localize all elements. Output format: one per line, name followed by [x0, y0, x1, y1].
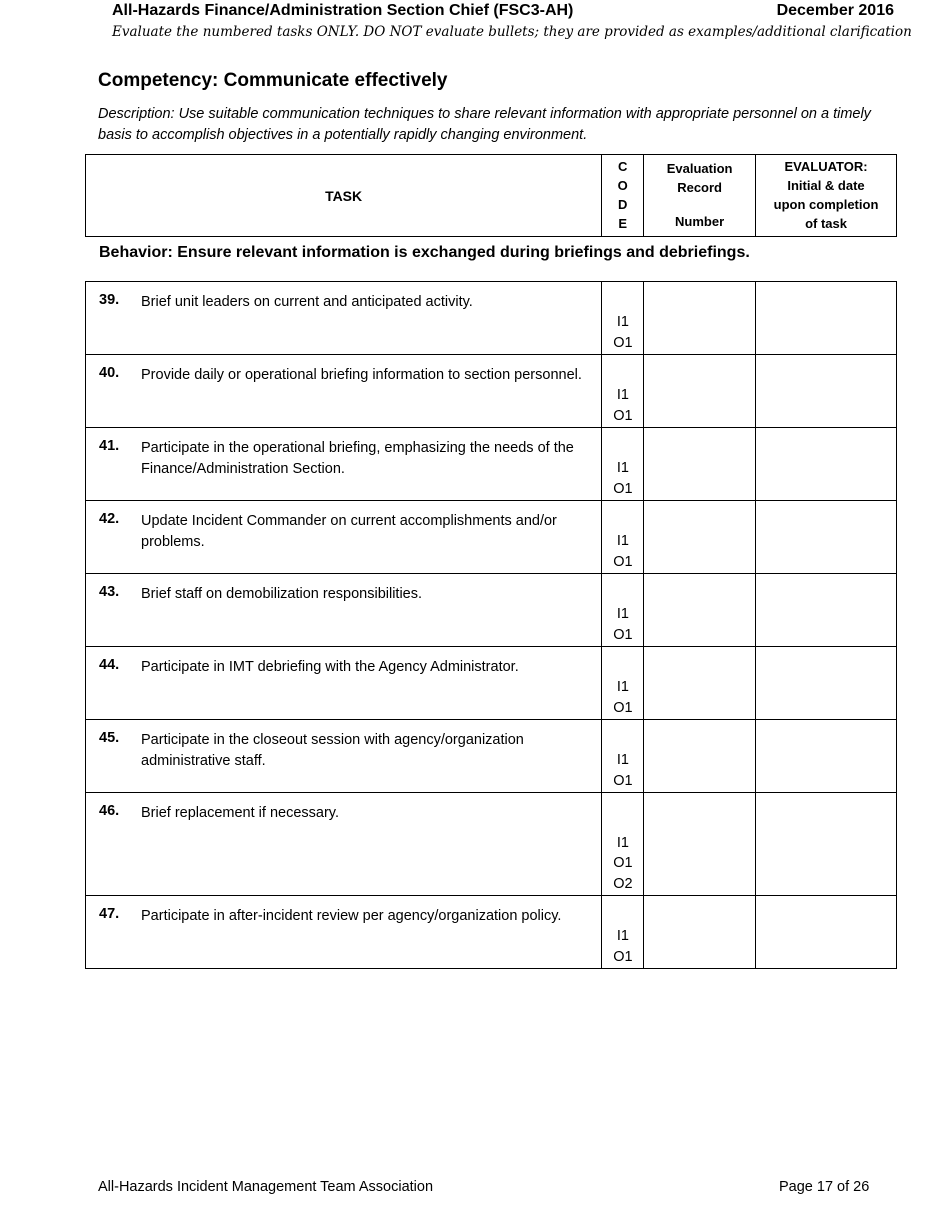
evaluation-record-cell[interactable] [644, 896, 756, 969]
task-code: O1 [613, 480, 633, 497]
task-text: Brief staff on demobilization responsibilities. [141, 586, 423, 602]
task-number: 45. [99, 730, 120, 746]
evaluation-record-cell[interactable] [644, 282, 756, 355]
evaluator-initials-cell[interactable] [756, 720, 897, 793]
page-number: Page 17 of 26 [779, 1179, 870, 1195]
task-row [86, 428, 897, 501]
task-code-cell [602, 574, 644, 647]
evaluation-record-cell[interactable] [644, 647, 756, 720]
task-code-cell [602, 793, 644, 896]
task-row [86, 793, 897, 896]
task-code: O1 [613, 948, 633, 965]
task-text: Participate in IMT debriefing with the Agency Administrator. [141, 659, 519, 675]
evaluation-record-column-header: Evaluation Record Number [644, 155, 756, 237]
task-code: I1 [616, 387, 629, 403]
task-text: Brief unit leaders on current and anticipated activity. [141, 294, 473, 310]
task-number: 46. [99, 803, 120, 819]
evaluator-initials-cell[interactable] [756, 282, 897, 355]
task-row [86, 501, 897, 574]
task-code: I1 [616, 533, 629, 549]
task-description-cell [86, 720, 602, 793]
task-row [86, 647, 897, 720]
task-description-cell [86, 428, 602, 501]
evaluator-initials-cell[interactable] [756, 647, 897, 720]
task-row [86, 574, 897, 647]
evaluator-initials-cell[interactable] [756, 793, 897, 896]
evaluation-record-cell[interactable] [644, 501, 756, 574]
task-code-cell [602, 720, 644, 793]
evaluation-record-cell[interactable] [644, 355, 756, 428]
task-row [86, 896, 897, 969]
task-row [86, 720, 897, 793]
footer-organization: All-Hazards Incident Management Team Association [98, 1179, 434, 1195]
task-code-cell [602, 896, 644, 969]
evaluation-record-cell[interactable] [644, 428, 756, 501]
task-text: Participate in the closeout session with agency/organization administrative staff. [141, 732, 524, 769]
evaluation-record-cell[interactable] [644, 574, 756, 647]
evaluator-initials-cell[interactable] [756, 896, 897, 969]
task-description-cell [86, 355, 602, 428]
task-code-cell [602, 647, 644, 720]
task-text: Participate in the operational briefing, emphasizing the needs of the Finance/Administration Section. [141, 440, 574, 477]
task-row [86, 282, 897, 355]
tasks-table [85, 281, 897, 969]
task-code: I1 [616, 834, 629, 851]
task-code: O1 [613, 772, 633, 789]
task-code: O1 [613, 855, 633, 871]
task-code: O1 [613, 407, 633, 424]
task-description-cell [86, 793, 602, 896]
task-code: O1 [613, 699, 633, 716]
evaluator-column-header: EVALUATOR: Initial & date upon completion of task [756, 155, 897, 237]
document-date: December 2016 [776, 2, 894, 19]
document-title: All-Hazards Finance/Administration Section Chief (FSC3-AH) [112, 2, 574, 19]
evaluator-initials-cell[interactable] [756, 428, 897, 501]
task-text: Provide daily or operational briefing information to section personnel. [141, 367, 582, 383]
behavior-heading: Behavior: Ensure relevant information is exchanged during briefings and debriefings. [99, 244, 750, 261]
task-number: 41. [99, 438, 120, 454]
task-code: I1 [616, 752, 629, 768]
competency-heading: Competency: Communicate effectively [98, 70, 448, 91]
task-number: 43. [99, 584, 120, 600]
task-code: I1 [616, 928, 629, 944]
task-code-cell [602, 501, 644, 574]
task-code: I1 [616, 679, 629, 695]
task-table-header [85, 154, 897, 237]
task-description-cell [86, 647, 602, 720]
task-text: Update Incident Commander on current accomplishments and/or problems. [141, 513, 557, 550]
evaluation-record-cell[interactable] [644, 793, 756, 896]
task-column-header: TASK [86, 155, 602, 237]
task-text: Brief replacement if necessary. [141, 805, 339, 821]
task-code: I1 [616, 460, 629, 476]
evaluation-record-cell[interactable] [644, 720, 756, 793]
task-text: Participate in after-incident review per agency/organization policy. [141, 908, 562, 924]
task-code-cell [602, 355, 644, 428]
evaluator-initials-cell[interactable] [756, 574, 897, 647]
evaluator-initials-cell[interactable] [756, 501, 897, 574]
code-column-header: C O D E [602, 155, 644, 237]
competency-description: Description: Use suitable communication techniques to share relevant information with appropriate personnel on a timely basis to accomplish objectives in a potentially rapidly changing environment. [98, 106, 871, 143]
task-code: I1 [616, 314, 629, 330]
task-number: 47. [99, 906, 120, 922]
task-row [86, 355, 897, 428]
task-description-cell [86, 574, 602, 647]
task-description-cell [86, 282, 602, 355]
task-number: 40. [99, 365, 120, 381]
task-code: O2 [613, 875, 633, 892]
task-description-cell [86, 501, 602, 574]
task-number: 42. [99, 511, 120, 527]
evaluator-initials-cell[interactable] [756, 355, 897, 428]
task-code: O1 [613, 553, 633, 570]
task-description-cell [86, 896, 602, 969]
task-code-cell [602, 428, 644, 501]
evaluation-instruction: Evaluate the numbered tasks ONLY. DO NOT evaluate bullets; they are provided as examples/additional clarification [112, 24, 912, 40]
task-code: O1 [613, 334, 633, 351]
task-number: 39. [99, 292, 120, 308]
task-code-cell [602, 282, 644, 355]
task-code: I1 [616, 606, 629, 622]
task-number: 44. [99, 657, 120, 673]
task-code: O1 [613, 626, 633, 643]
